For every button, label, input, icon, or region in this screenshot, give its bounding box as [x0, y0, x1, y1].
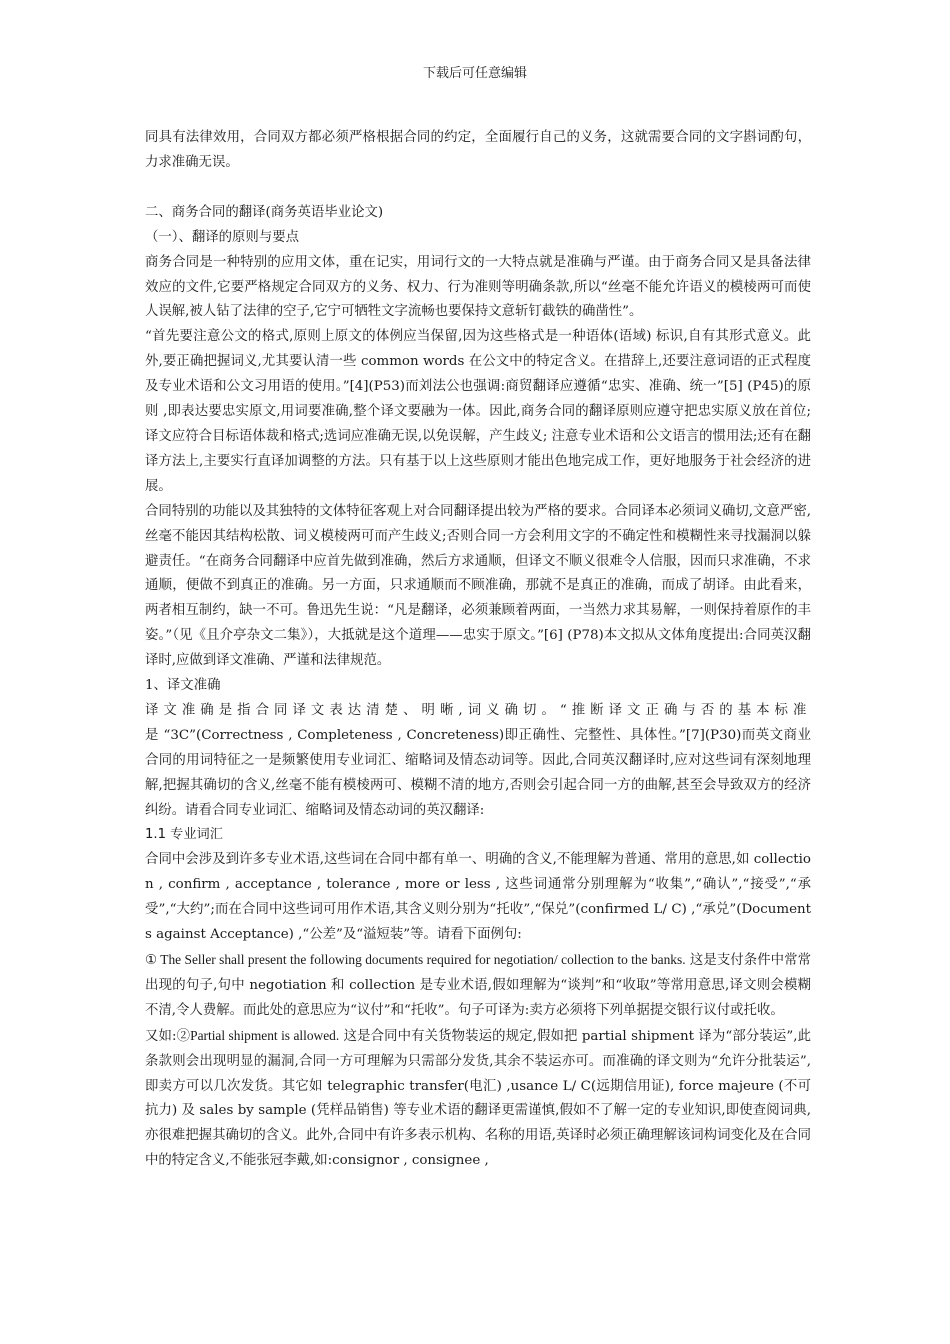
paragraph-3c-first-line: 译文准确是指合同译文表达清楚、明晰,词义确切。“推断译文正确与否的基本标准是 — [145, 702, 811, 743]
heading-translation-accuracy: 1、译文准确 — [145, 678, 221, 694]
example-two-lead: 又如:② — [145, 1028, 191, 1044]
page-header: 下载后可任意编辑 — [422, 66, 527, 81]
example-two-chinese: 这是合同中有关货物装运的规定,假如把 partial shipment 译为“部分装运”,此条款则会出现明显的漏洞,合同一方可理解为只需部分发货,其余不装运亦可。而准确的译文则为“允许分批装运”,即卖方可以几次发货。其它如 telegraphic transfer(电汇) ,usance L/ C(远期信用证), force majeure (不可抗力) 及 sales by sample (凭样品销售) 等专业术语的翻译更需谨慎,假如不了解一定的专业知识,即使查阅词典,亦很难把握其确切的含义。此外,合同中有许多表示机构、名称的用语,英译时必须正确理解该词构词变化及在合同中的特定含义,不能张冠李戴,如:consignor , consignee , — [145, 1028, 811, 1169]
example-one-chinese: 这是支付条件中常常出现的句子,句中 negotiation 和 collection 是专业术语,假如理解为“谈判”和“收取”等常用意思,译文则会模糊不清,令人费解。而此处的意思应为“议付”和“托收”。句子可译为:卖方必须将下列单据提交银行议付或托收。 — [145, 953, 812, 1018]
paragraph-example-two — [145, 1024, 811, 1174]
paragraph-contract-features: 商务合同是一种特别的应用文体，重在记实，用词行文的一大特点就是准确与严谨。由于商务合同又是具备法律效应的文件,它要严格规定合同双方的义务、权力、行为准则等明确条款,所以“丝毫不能允许语义的模棱两可而使人误解,被人钻了法律的空子,它宁可牺牲文字流畅也要保持文意斩钉截铁的确凿性”。 — [145, 254, 811, 320]
section-heading: 二、商务合同的翻译(商务英语毕业论文) — [145, 204, 384, 220]
document-body — [145, 126, 811, 1174]
paragraph-example-one — [145, 948, 811, 1024]
paragraph-3c-standard — [145, 699, 811, 824]
paragraph-3c-rest: “3C”(Correctness , Completeness , Concreteness)即正确性、完整性、具体性。”[7](P30)而英文商业合同的用词特征之一是频繁使用专业词汇、缩略词及情态动词等。因此,合同英汉翻译时,应对这些词有深刻地理解,把握其确切的含义,丝毫不能有模棱两可、模糊不清的地方,否则会引起合同一方的曲解,甚至会导致双方的经济纠纷。请看合同专业词汇、缩略词及情态动词的英汉翻译: — [145, 727, 811, 818]
subsection-heading: （一）、翻译的原则与要点 — [145, 229, 299, 245]
example-one-english: ① The Seller shall present the following documents required for negotiation/ collection to the banks. — [145, 952, 686, 967]
paragraph-gap — [145, 176, 811, 201]
paragraph-intro-continuation: 同具有法律效用，合同双方都必须严格根据合同的约定，全面履行自己的义务，这就需要合同的文字斟词酌句，力求准确无误。 — [145, 130, 811, 170]
paragraph-translation-principles: “首先要注意公文的格式,原则上原文的体例应当保留,因为这些格式是一种语体(语域) 标识,自有其形式意义。此外,要正确把握词义,尤其要认清一些 common words 在公文中的特定含义。在措辞上,还要注意词语的正式程度及专业术语和公文习用语的使用。”[4](P53)而刘法公也强调:商贸翻译应遵循“忠实、准确、统一”[5] (P45)的原则 ,即表达要忠实原文,用词要准确,整个译文要融为一体。因此,商务合同的翻译原则应遵守把忠实原义放在首位; 译文应符合目标语体裁和格式;选词应准确无误,以免误解，产生歧义; 注意专业术语和公文语言的惯用法;还有在翻译方法上,主要实行直译加调整的方法。只有基于以上这些原则才能出色地完成工作，更好地服务于社会经济的进展。 — [145, 329, 812, 494]
heading-technical-vocabulary: 1.1 专业词汇 — [145, 827, 223, 843]
example-two-english: Partial shipment is allowed. — [190, 1027, 340, 1043]
paragraph-accuracy-fluency: 合同特别的功能以及其独特的文体特征客观上对合同翻译提出较为严格的要求。合同译本必须词义确切,文意严密,丝毫不能因其结构松散、词义模棱两可而产生歧义;否则合同一方会利用文字的不确定性和模糊性来寻找漏洞以躲避责任。“在商务合同翻译中应首先做到准确，然后方求通顺，但译文不顺义很难令人信服，因而只求准确，不求通顺，便做不到真正的准确。另一方面，只求通顺而不顾准确，那就不是真正的准确，而成了胡译。由此看来，两者相互制约，缺一不可。鲁迅先生说：“凡是翻译，必须兼顾着两面，一当然力求其易解，一则保持着原作的丰姿。”（见《且介亭杂文二集》），大抵就是这个道理——忠实于原文。”[6] (P78)本文拟从文体角度提出:合同英汉翻译时,应做到译文准确、严谨和法律规范。 — [145, 503, 811, 669]
paragraph-technical-terms: 合同中会涉及到许多专业术语,这些词在合同中都有单一、明确的含义,不能理解为普通、常用的意思,如 collection , confirm , acceptance , tolerance , more or less , 这些词通常分别理解为“收集”,“确认”,“接受”,“承受”,“大约”;而在合同中这些词可用作术语,其含义则分别为“托收”,“保兑”(confirmed L/ C) ,“承兑”(Documents against Acceptance) ,“公差”及“溢短装”等。请看下面例句: — [145, 852, 811, 943]
